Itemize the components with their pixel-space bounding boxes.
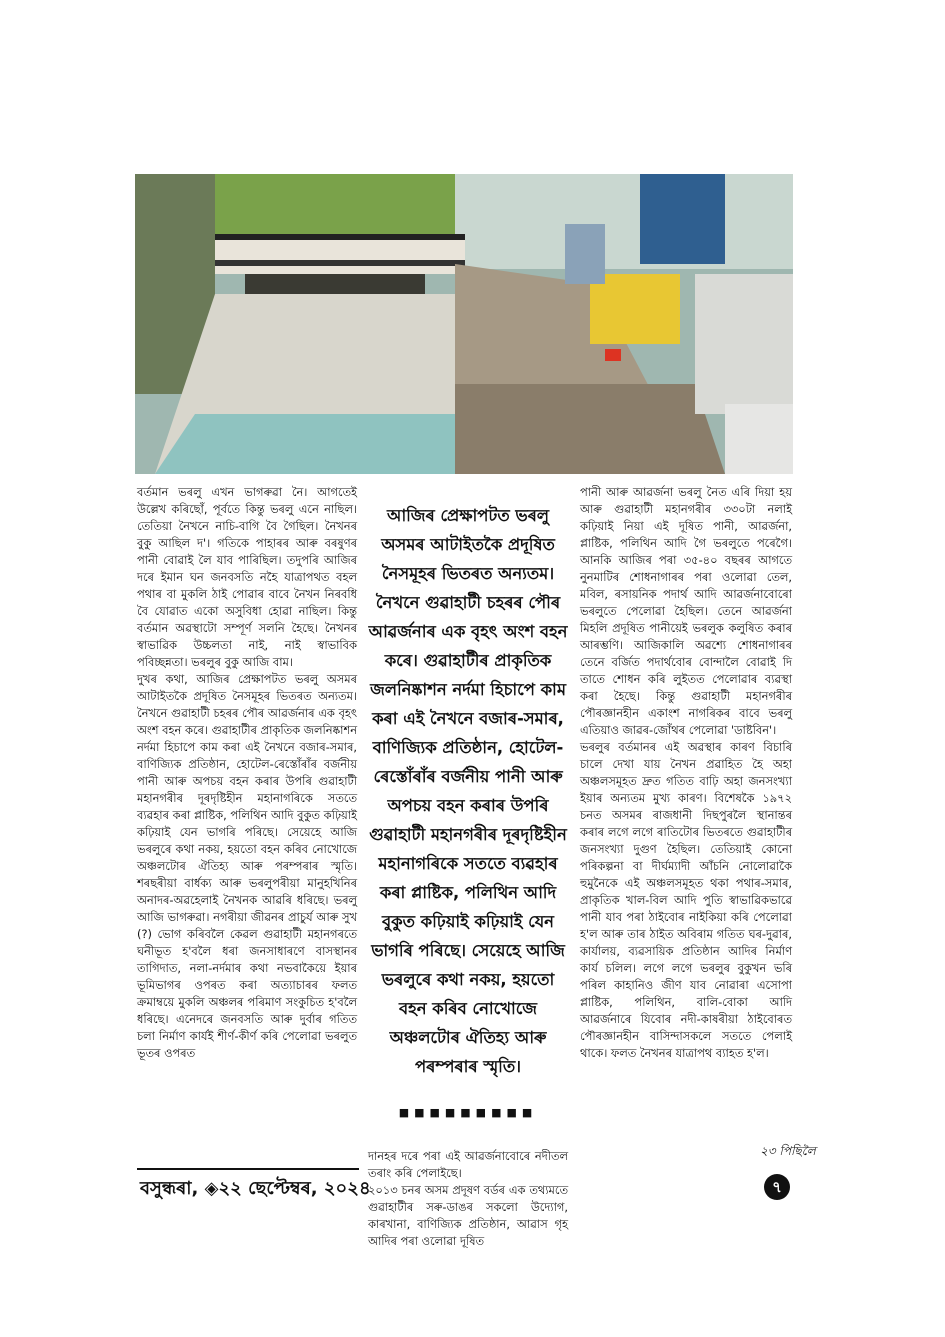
article-column-right: পানী আৰু আৱৰ্জনা ভৰলু নৈত এৰি দিয়া হয় আৰু গুৱাহাটী মহানগৰীৰ ৩৩০টা নলাই কঢ়িয়াই নিয়া এই দূষিত পানী, আৱৰ্জনা, প্লাষ্টিক, পলিথিন আদি গৈ ভৰলুতে পৰেগৈ। আনকি আজিৰ পৰা ৩৫-৪০ বছৰৰ আগতে নুনমাটিৰ শোধনাগাৰৰ পৰা ওলোৱা তেল, মবিল, ৰসায়নিক পদাৰ্থ আদি আৱৰ্জনাবোৰো ভৰলুতে পেলোৱা হৈছিল। তেনে আৱৰ্জনা মিহলি প্ৰদূষিত পানীয়েই ভৰলুক কলুষিত কৰাৰ আৰম্ভণি। আজিকালি অৱশ্যে শোধনাগাৰৰ তেনে বৰ্জিত পদাৰ্থবোৰ বোন্দালৈ বোৱাই দি তাতে শোধন কৰি লুইতত পেলোৱাৰ ব্যৱস্থা কৰা হৈছে। কিন্তু গুৱাহাটী মহানগৰীৰ পৌৰজ্ঞানহীন একাংশ নাগৰিকৰ বাবে ভৰলু এতিয়াও জাৱৰ-জোঁথৰ পেলোৱা 'ডাষ্টবিন'। ভৰলুৰ বৰ্তমানৰ এই অৱস্থাৰ কাৰণ বিচাৰি চালে দেখা যায় নৈখন প্ৰৱাহিত হৈ অহা অঞ্চলসমূহত দ্ৰুত গতিত বাঢ়ি অহা জনসংখ্যা ইয়াৰ অন্যতম মুখ্য কাৰণ। বিশেষকৈ ১৯৭২ চনত অসমৰ ৰাজধানী দিছপুৰলৈ স্থানান্তৰ কৰাৰ লগে লগে ৰাতিটোৰ ভিতৰতে গুৱাহাটীৰ জনসংখ্যা দুগুণ হৈছিল। তেতিয়াই কোনো পৰিকল্পনা বা দীৰ্ঘম্যাদী আঁচনি নোলোৱাকৈ হুমুনৈকে এই অঞ্চলসমূহত থকা পথাৰ-সমাৰ, প্ৰাকৃতিক খাল-বিল আদি পুতি স্বাভাৱিকভাৱে পানী যাব পৰা ঠাইবোৰ নাইকিয়া কৰি পেলোৱা হ'ল আৰু তাৰ ঠাইত অবিৰাম গতিত ঘৰ-দুৱাৰ, কাৰ্যালয়, ব্যৱসায়িক প্ৰতিষ্ঠান আদিৰ নিৰ্মাণ কাৰ্য চলিল। লগে লগে ভৰলুৰ বুকুখন ভৰি পৰিল কাহানিও জীণ যাব নোৱাৰা এসোপা প্লাষ্টিক, পলিথিন, বালি-বোকা আদি আৱৰ্জনাৰে যিবোৰ নদী-কাষৰীয়া ঠাইবোৰত পৌৰজ্ঞানহীন বাসিন্দাসকলে সততে পেলাই থাকে। ফলত নৈখনৰ যাত্ৰাপথ ব্যাহত হ'ল। <box>580 485 792 1060</box>
magazine-footer: বসুন্ধৰা, ◈২২ ছেপ্টেম্বৰ, ২০২৪ <box>140 1178 371 1199</box>
page-number-badge: ৭ <box>764 1174 790 1200</box>
river-photo <box>135 174 793 474</box>
middle-column-text: দানহৰ দৰে পৰা এই আৱৰ্জনাবোৰে নদীতল তৰাং কৰি পেলাইছে। ২০১৩ চনৰ অসম প্ৰদূষণ বৰ্ডৰ এক তথ্যমতে গুৱাহাটীৰ সৰু-ডাঙৰ সকলো উদ্যোগ, কাৰখানা, বাণিজ্যিক প্ৰতিষ্ঠান, আৱাস গৃহ আদিৰ পৰা ওলোৱা দূষিত <box>368 1149 568 1248</box>
pull-quote: আজিৰ প্ৰেক্ষাপটত ভৰলু অসমৰ আটাইতকৈ প্ৰদূষিত নৈসমূহৰ ভিতৰত অন্যতম। নৈখনে গুৱাহাটী চহৰৰ পৌৰ আৱৰ্জনাৰ এক বৃহৎ অংশ বহন কৰে। গুৱাহাটীৰ প্ৰাকৃতিক জলনিষ্কাশন নৰ্দমা হিচাপে কাম কৰা এই নৈখনে বজাৰ-সমাৰ, বাণিজ্যিক প্ৰতিষ্ঠান, হোটেল-ৰেস্তোঁৰাঁৰ বৰ্জনীয় পানী আৰু অপচয় বহন কৰাৰ উপৰি গুৱাহাটী মহানগৰীৰ দূৰদৃষ্টিহীন মহানাগৰিকে সততে ব্যৱহাৰ কৰা প্লাষ্টিক, পলিথিন আদি বুকুত কঢ়িয়াই কঢ়িয়াই যেন ভাগৰি পৰিছে। সেয়েহে আজি ভৰলুৰে কথা নকয়, হয়তো বহন কৰিব নোখোজে অঞ্চলটোৰ ঐতিহ্য আৰু পৰম্পৰাৰ স্মৃতি। <box>368 506 568 1076</box>
footer-rule <box>137 1168 359 1170</box>
separator-dashes: ■■■■■■■■■ <box>398 1106 538 1119</box>
article-column-left: বৰ্তমান ভৰলু এখন ভাগৰুৱা নৈ। আগতেই উল্লেখ কৰিছোঁ, পূৰ্বতে কিন্তু ভৰলু এনে নাছিল। তেতিয়া নৈখনে নাচি-বাগি বৈ গৈছিল। নৈখনৰ বুকু আছিল দ'। গতিকে পাহাৰৰ আৰু বৰষুণৰ পানী বোৱাই লৈ যাব পাৰিছিল। তদুপৰি আজিৰ দৰে ইমান ঘন জনবসতি নহৈ যাত্ৰাপথত বহল পথাৰ বা মুকলি ঠাই পোৱাৰ বাবে নৈখন নিৰবধি বৈ যোৱাত একো অসুবিধা হোৱা নাছিল। কিন্তু বৰ্তমান অৱস্থাটো সম্পূৰ্ণ সলনি হৈছে। নৈখনৰ স্বাভাৱিক উচ্চলতা নাই, নাই স্বাভাবিক পবিচ্ছন্নতা। ভৰলুৰ বুকু আজি বাম। দুখৰ কথা, আজিৰ প্ৰেক্ষাপটত ভৰলু অসমৰ আটাইতকৈ প্ৰদূষিত নৈসমূহৰ ভিতৰত অন্যতম। নৈখনে গুৱাহাটী চহৰৰ পৌৰ আৱৰ্জনাৰ এক বৃহৎ অংশ বহন কৰে। গুৱাহাটীৰ প্ৰাকৃতিক জলনিষ্কাশন নৰ্দমা হিচাপে কাম কৰা এই নৈখনে বজাৰ-সমাৰ, বাণিজ্যিক প্ৰতিষ্ঠান, হোটেল-ৰেস্তোঁৰাঁৰ বৰ্জনীয় পানী আৰু অপচয় বহন কৰাৰ উপৰি গুৱাহাটী মহানগৰীৰ দূৰদৃষ্টিহীন মহানাগৰিকে সততে ব্যৱহাৰ কৰা প্লাষ্টিক, পলিথিন আদি বুকুত কঢ়িয়াই কঢ়িয়াই যেন ভাগৰি পৰিছে। সেয়েহে আজি ভৰলুৰে কথা নকয়, হয়তো বহন কৰিব নোখোজে অঞ্চলটোৰ ঐতিহ্য আৰু পৰম্পৰাৰ স্মৃতি। শৰছৰীয়া বাৰ্ধক্য আৰু ভৰলুপৰীয়া মানুহখিনিৰ অনাদৰ-অৱহেলাই নৈখনক আৱৰি ধৰিছে। ভৰলু আজি ভাগৰুৱা। নগৰীয়া জীৱনৰ প্ৰাচুৰ্য আৰু সুখ (?) ভোগ কৰিবলৈ কেৱল গুৱাহাটী মহানগৰতে ঘনীভূত হ'বলৈ ধৰা জনসাধাৰণে বাসস্থানৰ তাগিদাত, নলা-নৰ্দমাৰ কথা নভবাকৈয়ে ইয়াৰ ভূমিভাগৰ ওপৰত কৰা অত্যাচাৰৰ ফলত ক্ৰমাম্বয়ে মুকলি অঞ্চলৰ পৰিমাণ সংকুচিত হ'বলৈ ধৰিছে। এনেদৰে জনবসতি আৰু দুৰ্বাৰ গতিত চলা নিৰ্মাণ কাৰ্যই শীৰ্ণ-কীৰ্ণ কৰি পেলোৱা ভৰলুত ভূতৰ ওপৰত <box>137 485 357 1060</box>
article-column-middle <box>368 484 568 1267</box>
continued-note: ২৩ পিছিলৈ <box>760 1144 816 1158</box>
polluted-canal-image <box>135 174 793 474</box>
